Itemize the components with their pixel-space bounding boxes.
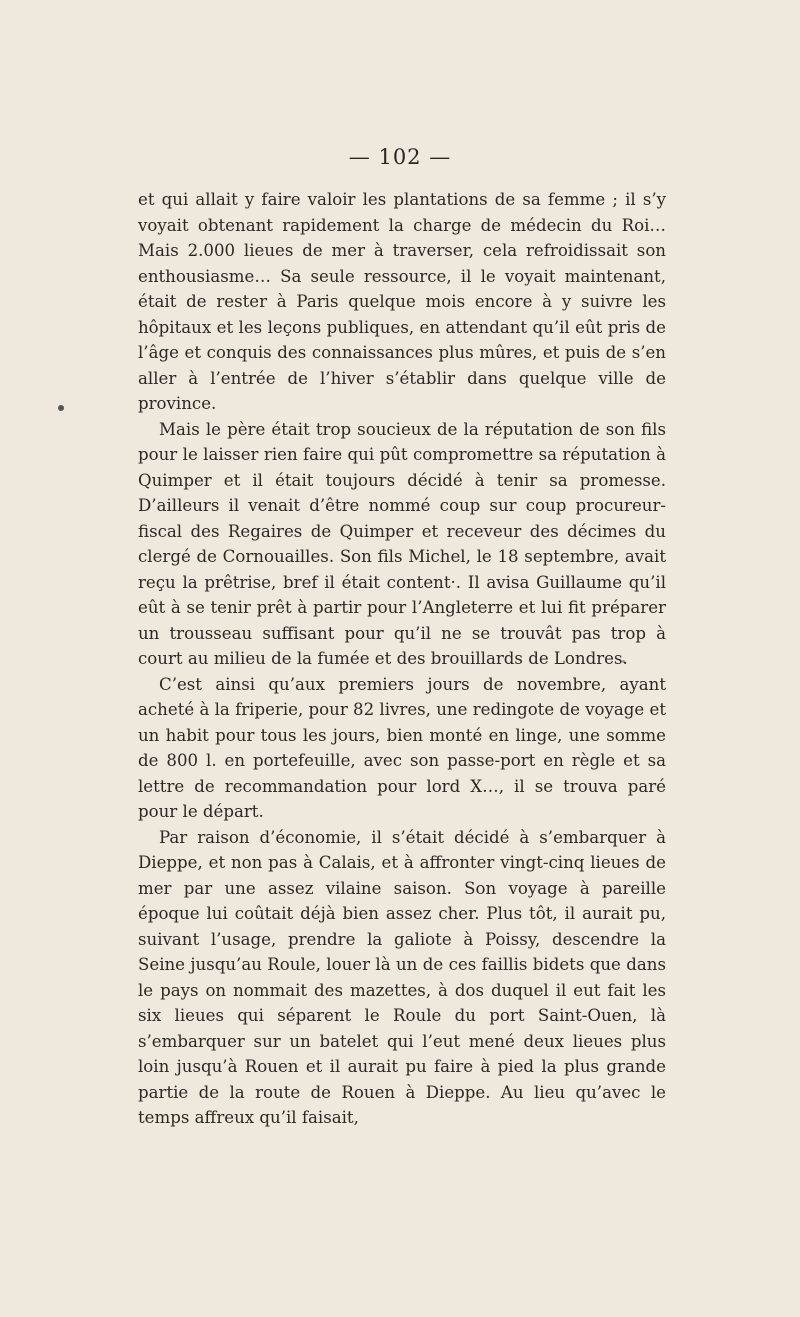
paragraph: et qui allait y faire valoir les plantations de sa femme ; il s’y voyait obtenant rapidement la charge de médecin du Roi… Mais 2.000 lieues de mer à traverser, cela refroidissait son enthousiasme… Sa seule ressource, il le voyait maintenant, était de rester à Paris quelque mois encore à y suivre les hôpitaux et les leçons publiques, en attendant qu’il eût pris de l’âge et conquis des connaissances plus mûres, et puis de s’en aller à l’entrée de l’hiver s’établir dans quelque ville de province. [138,190,666,413]
paragraph: Par raison d’économie, il s’était décidé à s’embarquer à Dieppe, et non pas à Calais, et à affronter vingt-cinq lieues de mer par une assez vilaine saison. Son voyage à pareille époque lui coûtait déjà bien assez cher. Plus tôt, il aurait pu, suivant l’usage, prendre la galiote à Poissy, descendre la Seine jusqu’au Roule, louer là un de ces faillis bidets que dans le pays on nommait des mazettes, à dos duquel il eut fait les six lieues qui séparent le Roule du port Saint-Ouen, là s’embarquer sur un batelet qui l’eut mené deux lieues plus loin jusqu’à Rouen et il aurait pu faire à pied la plus grande partie de la route de Rouen à Dieppe. Au lieu qu’avec le temps affreux qu’il faisait, [138,827,666,1127]
margin-mark [58,405,64,411]
paragraph: Mais le père était trop soucieux de la réputation de son fils pour le laisser rien faire qui pût compromettre sa réputation à Quimper et il était toujours décidé à tenir sa promesse. D’ailleurs il venait d’être nommé coup sur coup procureur-fiscal des Regaires de Quimper et receveur des décimes du clergé de Cornouailles. Son fils Michel, le 18 septembre, avait reçu la prêtrise, bref il était content·. Il avisa Guillaume qu’il eût à se tenir prêt à partir pour l’Angleterre et lui fit préparer un trousseau suffisant pour qu’il ne se trouvât pas trop à court au milieu de la fumée et des brouillards de Londres. [138,419,666,668]
body-text [138,187,666,1131]
page-number: — 102 — [348,145,452,169]
paragraph: C’est ainsi qu’aux premiers jours de novembre, ayant acheté à la friperie, pour 82 livres, une redingote de voyage et un habit pour tous les jours, bien monté en linge, une somme de 800 l. en portefeuille, avec son passe-port en règle et sa lettre de recommandation pour lord X…, il se trouva paré pour le départ. [138,674,667,821]
